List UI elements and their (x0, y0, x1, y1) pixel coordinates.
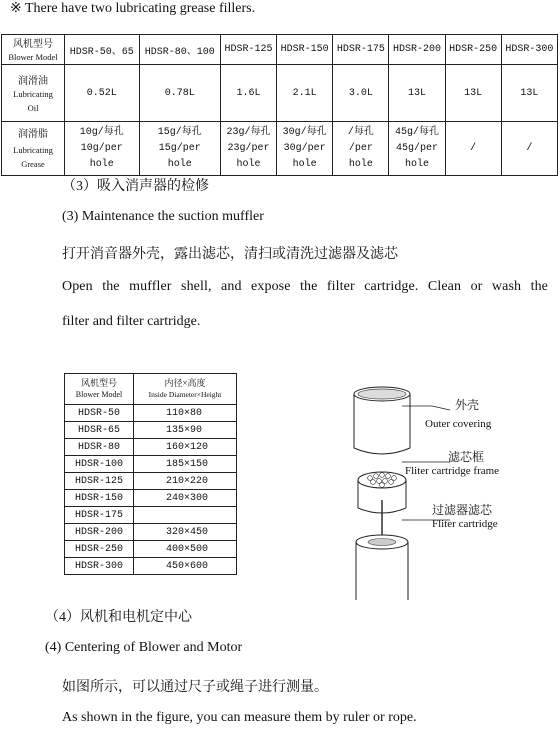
cell-text: hole (292, 158, 317, 170)
grease-label-cell: 润滑脂 Lubricating Grease (2, 122, 65, 176)
oil-value-cell: 3.0L (333, 65, 389, 122)
oil-label-cell: 润滑油 Lubricating Oil (2, 65, 65, 122)
cell-text: / (470, 142, 477, 154)
oil-value-cell: 0.52L (65, 65, 140, 122)
cell-text: 10g/per (80, 142, 123, 154)
cell-text: 30g/每孔 (282, 126, 327, 138)
table-cell: 400×500 (134, 541, 237, 558)
cell-text: /每孔 (347, 126, 374, 138)
cartridge-size-table (64, 373, 237, 575)
model-cell: HDSR-300 (501, 35, 557, 65)
table-cell: HDSR-150 (65, 490, 134, 507)
model-cell: HDSR-80、100 (139, 35, 220, 65)
cell-text: hole (89, 158, 114, 170)
table-cell: HDSR-300 (65, 558, 134, 575)
grease-value-cell (139, 122, 220, 176)
section3-heading-cn: （3）吸入消声器的检修 (62, 179, 209, 194)
muffler-diagram (340, 380, 560, 600)
table-row (65, 490, 237, 507)
outer-covering-drawing (354, 387, 410, 454)
cell-text: 45g/每孔 (395, 126, 440, 138)
section4-heading-cn: （4）风机和电机定中心 (45, 610, 192, 625)
cell-text: 23g/每孔 (226, 126, 271, 138)
cell-text: hole (167, 158, 192, 170)
table-row (2, 122, 558, 176)
table-row (65, 405, 237, 422)
header-cell (65, 374, 134, 405)
table-row (65, 456, 237, 473)
section3-body-en-line1: Open the muffler shell, and expose the filter cartridge. Clean or wash the (62, 279, 548, 294)
table-row (65, 439, 237, 456)
section3-body-cn: 打开消音器外壳，露出滤芯，清扫或清洗过滤器及滤芯 (62, 247, 398, 262)
header-cell (134, 374, 237, 405)
cell-text: hole (405, 158, 430, 170)
cell-text: 内径×高度 (164, 378, 206, 388)
model-cell: HDSR-250 (445, 35, 501, 65)
table-cell: HDSR-65 (65, 422, 134, 439)
table-cell: HDSR-50 (65, 405, 134, 422)
section3-body-en-line2: filter and filter cartridge. (62, 314, 201, 329)
table-cell: 135×90 (134, 422, 237, 439)
lubrication-table (1, 34, 558, 176)
outer-covering-label-cn: 外壳 (455, 398, 480, 412)
section3-heading-en: (3) Maintenance the suction muffler (62, 209, 264, 224)
model-cell: HDSR-175 (333, 35, 389, 65)
filter-cartridge-drawing (356, 535, 408, 600)
table-row (65, 507, 237, 524)
grease-value-cell (389, 122, 445, 176)
table-cell: 240×300 (134, 490, 237, 507)
cell-text: / (526, 142, 533, 154)
oil-value-cell: 1.6L (220, 65, 276, 122)
table-cell: HDSR-80 (65, 439, 134, 456)
oil-value-cell: 0.78L (139, 65, 220, 122)
cell-text: hole (236, 158, 261, 170)
section4-body-en: As shown in the figure, you can measure them by ruler or rope. (62, 710, 417, 725)
grease-value-cell (220, 122, 276, 176)
table-row (65, 541, 237, 558)
table-cell (134, 507, 237, 524)
cartridge-frame-label-cn: 滤芯框 (448, 450, 485, 464)
table-cell: 210×220 (134, 473, 237, 490)
table-row (2, 35, 558, 65)
table-cell: HDSR-200 (65, 524, 134, 541)
cell-text: 23g/per (227, 142, 270, 154)
section4-heading-en: (4) Centering of Blower and Motor (45, 640, 243, 655)
cell-text: Blower Model (75, 390, 123, 399)
table-cell: HDSR-175 (65, 507, 134, 524)
cell-text: 15g/per (158, 142, 201, 154)
table-cell: 185×150 (134, 456, 237, 473)
model-cell: HDSR-125 (220, 35, 276, 65)
model-cell: HDSR-200 (389, 35, 445, 65)
table-row (65, 558, 237, 575)
outer-covering-label-en: Outer covering (425, 418, 492, 430)
table-row (65, 524, 237, 541)
header-cell: 风机型号 Blower Model (2, 35, 65, 65)
cell-text: 风机型号 (80, 378, 117, 388)
grease-value-cell (333, 122, 389, 176)
cartridge-frame-label-en: Fliter cartridge frame (405, 465, 500, 477)
grease-value-cell (65, 122, 140, 176)
cell-text: 15g/每孔 (157, 126, 202, 138)
filter-cartridge-label-cn: 过滤器滤芯 (432, 503, 493, 517)
cell-text: 10g/每孔 (79, 126, 124, 138)
oil-value-cell: 2.1L (277, 65, 333, 122)
table-cell: HDSR-100 (65, 456, 134, 473)
table-cell: 160×120 (134, 439, 237, 456)
grease-filler-note: ※ There have two lubricating grease fillers. (10, 1, 256, 16)
cell-text: /per (348, 142, 373, 154)
cell-text: 30g/per (283, 142, 326, 154)
table-cell: HDSR-125 (65, 473, 134, 490)
grease-value-cell (501, 122, 557, 176)
table-cell: 320×450 (134, 524, 237, 541)
table-row (2, 65, 558, 122)
grease-value-cell (277, 122, 333, 176)
table-cell: HDSR-250 (65, 541, 134, 558)
grease-value-cell (445, 122, 501, 176)
cell-text: 45g/per (396, 142, 439, 154)
table-row (65, 422, 237, 439)
model-cell: HDSR-50、65 (65, 35, 140, 65)
filter-cartridge-label-en: Fliter cartridge (432, 518, 498, 530)
table-cell: 110×80 (134, 405, 237, 422)
cell-text: Inside Diameter×Height (148, 390, 222, 399)
table-cell: 450×600 (134, 558, 237, 575)
oil-value-cell: 13L (501, 65, 557, 122)
cell-text: hole (348, 158, 373, 170)
section4-body-cn: 如图所示，可以通过尺子或绳子进行测量。 (62, 680, 328, 695)
table-row (65, 473, 237, 490)
model-cell: HDSR-150 (277, 35, 333, 65)
oil-value-cell: 13L (389, 65, 445, 122)
table-row (65, 374, 237, 405)
oil-value-cell: 13L (445, 65, 501, 122)
